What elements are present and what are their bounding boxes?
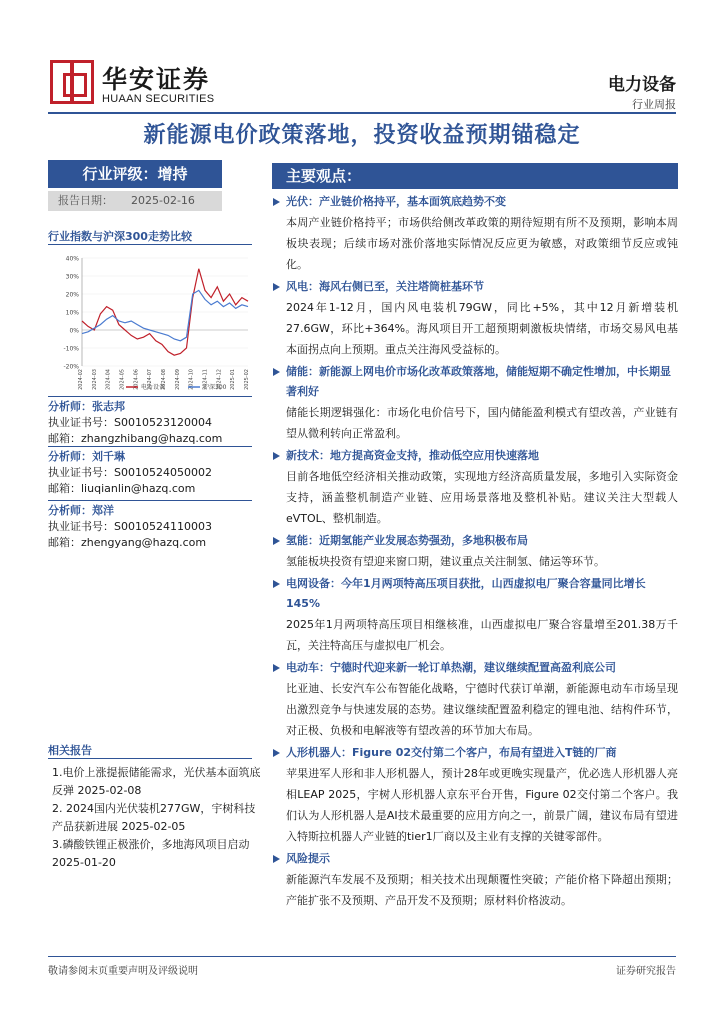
point-risk xyxy=(272,849,678,911)
chart-section-title: 行业指数与沪深300走势比较 xyxy=(48,230,192,243)
point-solar xyxy=(272,192,678,275)
analyst-email xyxy=(48,534,258,550)
related-reports-title: 相关报告 xyxy=(48,744,92,757)
analyst-name: 郑洋 xyxy=(92,504,114,517)
y-tick-label: -20% xyxy=(63,363,79,371)
x-tick-label: 2024-11 xyxy=(202,369,209,390)
cert-label: 执业证书号： xyxy=(48,466,114,479)
company-logo xyxy=(50,60,240,108)
analyst-name-row xyxy=(48,398,258,414)
y-tick-label: 0% xyxy=(69,327,79,335)
point-heading: 新技术：地方提高资金支持，推动低空应用快速落地 xyxy=(272,446,678,466)
email-address[interactable]: zhengyang@hazq.com xyxy=(81,536,207,549)
point-heading: 风电：海风右侧已至，关注塔筒桩基环节 xyxy=(272,277,678,297)
header-divider xyxy=(48,112,676,114)
analyst-divider xyxy=(48,446,252,447)
analyst-name: 刘千琳 xyxy=(92,450,125,463)
analyst-block-1 xyxy=(48,398,258,446)
footer-divider xyxy=(48,956,676,957)
analyst-block-3 xyxy=(48,502,258,550)
analyst-name: 张志邦 xyxy=(92,400,125,413)
main-points-list xyxy=(272,192,678,913)
point-storage xyxy=(272,362,678,444)
point-robot xyxy=(272,743,678,847)
cert-number: S0010523120004 xyxy=(114,416,212,429)
point-heading: 氢能：近期氢能产业发展态势强劲，多地积极布局 xyxy=(272,531,678,551)
legend-label: 电力设备 xyxy=(141,384,166,391)
related-report-item[interactable]: 2. 2024国内光伏装机277GW，宇树科技产品获新进展 2025-02-05 xyxy=(52,802,256,833)
x-tick-label: 2024-10 xyxy=(188,369,195,390)
email-address[interactable]: liuqianlin@hazq.com xyxy=(81,482,196,495)
point-body: 新能源汽车发展不及预期；相关技术出现颠覆性突破；产能价格下降超出预期；产能扩张不及预期、产品开发不及预期；原材料价格波动。 xyxy=(286,873,678,907)
x-tick-label: 2025-01 xyxy=(230,369,237,390)
index-comparison-chart xyxy=(56,252,254,392)
analyst-top-divider xyxy=(48,396,252,397)
x-tick-label: 2024-09 xyxy=(174,369,181,390)
point-body: 目前各地低空经济相关推动政策，实现地方经济高质量发展，多地引入实际资金支持，涵盖整机制造产业链、应用场景落地及整机补贴。建议关注大型载人eVTOL、整机制造。 xyxy=(286,470,678,525)
point-heading: 风险提示 xyxy=(272,849,678,869)
point-heading: 人形机器人：Figure 02交付第二个客户，布局有望进入T链的厂商 xyxy=(272,743,678,763)
x-tick-label: 2024-12 xyxy=(216,369,223,390)
x-tick-label: 2025-02 xyxy=(244,369,250,390)
analyst-block-2 xyxy=(48,448,258,496)
y-tick-label: 20% xyxy=(65,291,79,299)
analyst-divider xyxy=(48,500,252,501)
industry-name: 电力设备 xyxy=(608,75,676,95)
point-body: 苹果进军人形和非人形机器人，预计28年或更晚实现量产，优必选人形机器人亮相LEAP 2025，宇树人形机器人京东平台开售，Figure 02交付第二个客户。我们认为人形机器人是AI技术最重要的应用方向之一，前景广阔，建议布局有望进入特斯拉机器人产业链的tier1厂商以及主业有支撑的关键零部件。 xyxy=(286,767,678,843)
cert-label: 执业证书号： xyxy=(48,416,114,429)
legend-label: 沪深300 xyxy=(203,384,227,391)
analyst-label: 分析师： xyxy=(48,504,92,517)
logo-english-name: HUAAN SECURITIES xyxy=(102,93,215,105)
report-date xyxy=(48,191,222,211)
related-report-item[interactable]: 3.磷酸铁锂正极涨价，多地海风项目启动 2025-01-20 xyxy=(52,838,250,869)
point-ev xyxy=(272,658,678,741)
x-tick-label: 2024-08 xyxy=(161,369,167,390)
chart-section-divider xyxy=(48,244,252,245)
point-heading: 光伏：产业链价格持平，基本面筑底趋势不变 xyxy=(272,192,678,212)
logo-chinese-name: 华安证券 xyxy=(102,65,211,94)
x-tick-label: 2024-02 xyxy=(78,369,84,390)
point-body: 氢能板块投资有望迎来窗口期，建议重点关注制氢、储运等环节。 xyxy=(286,555,605,568)
report-date-label: 报告日期： xyxy=(58,194,113,207)
point-body: 本周产业链价格持平；市场供给侧改革政策的期待短期有所不及预期，影响本周板块表现；后续市场对涨价落地实际情况反应更为敏感，对政策细节反应或钝化。 xyxy=(286,216,678,271)
x-tick-label: 2024-04 xyxy=(105,369,112,390)
industry-rating: 行业评级：增持 xyxy=(48,160,222,188)
analyst-name-row xyxy=(48,502,258,518)
x-tick-label: 2024-06 xyxy=(133,369,140,390)
point-heading: 电动车：宁德时代迎来新一轮订单热潮，建议继续配置高盈利底公司 xyxy=(272,658,678,678)
point-new-tech xyxy=(272,446,678,529)
index-chart-svg xyxy=(56,252,254,392)
x-tick-label: 2024-03 xyxy=(91,369,98,390)
point-body: 比亚迪、长安汽车公布智能化战略，宁德时代获订单潮，新能源电动车市场呈现出激烈竞争与快速发展的态势。建议继续配置盈利稳定的锂电池、结构件环节，对正极、负极和电解液等有望改善的环节加大布局。 xyxy=(286,682,678,737)
y-tick-label: 10% xyxy=(65,309,79,317)
y-tick-label: -10% xyxy=(63,345,79,353)
analyst-cert xyxy=(48,414,258,430)
email-label: 邮箱： xyxy=(48,536,81,549)
point-heading: 储能：新能源上网电价市场化改革政策落地，储能短期不确定性增加，中长期显著利好 xyxy=(272,362,678,402)
email-address[interactable]: zhangzhibang@hazq.com xyxy=(81,432,223,445)
cert-number: S0010524050002 xyxy=(114,466,212,479)
point-hydrogen xyxy=(272,531,678,572)
point-body: 2025年1月两项特高压项目相继核准，山西虚拟电厂聚合容量增至201.38万千瓦，关注特高压与虚拟电厂机会。 xyxy=(286,618,678,652)
related-reports-list xyxy=(52,764,262,872)
point-grid xyxy=(272,574,678,656)
point-body: 2024年1-12月，国内风电装机79GW，同比+5%，其中12月新增装机27.6GW，环比+364%。海风项目开工超预期刺激板块情绪，市场交易风电基本面拐点向上预期。重点关注海风受益标的。 xyxy=(286,301,678,356)
analyst-label: 分析师： xyxy=(48,400,92,413)
email-label: 邮箱： xyxy=(48,432,81,445)
y-tick-label: 30% xyxy=(65,273,79,281)
analyst-cert xyxy=(48,464,258,480)
x-tick-label: 2024-05 xyxy=(119,369,126,390)
series-line-csi300 xyxy=(82,290,248,340)
point-body: 储能长期逻辑强化：市场化电价信号下，国内储能盈利模式有望改善，产业链有望从微利转向正常盈利。 xyxy=(286,406,678,440)
footer-disclaimer[interactable]: 敬请参阅末页重要声明及评级说明 xyxy=(48,966,198,977)
footer-report-label: 证券研究报告 xyxy=(616,966,676,977)
x-tick-label: 2024-07 xyxy=(147,369,154,390)
report-date-value: 2025-02-16 xyxy=(131,194,195,207)
analyst-name-row xyxy=(48,448,258,464)
report-title: 新能源电价政策落地，投资收益预期锚稳定 xyxy=(143,123,581,148)
point-heading: 电网设备：今年1月两项特高压项目获批，山西虚拟电厂聚合容量同比增长145% xyxy=(272,574,678,614)
analyst-label: 分析师： xyxy=(48,450,92,463)
related-report-item[interactable]: 1.电价上涨提振储能需求，光伏基本面筑底反弹 2025-02-08 xyxy=(52,766,261,797)
analyst-cert xyxy=(48,518,258,534)
point-wind xyxy=(272,277,678,360)
logo-mark-icon xyxy=(50,60,94,104)
email-label: 邮箱： xyxy=(48,482,81,495)
related-reports-divider xyxy=(48,758,252,759)
analyst-email xyxy=(48,430,258,446)
cert-label: 执业证书号： xyxy=(48,520,114,533)
cert-number: S0010524110003 xyxy=(114,520,212,533)
analyst-email xyxy=(48,480,258,496)
main-points-title: 主要观点： xyxy=(272,163,678,189)
report-type: 行业周报 xyxy=(632,98,676,111)
y-tick-label: 40% xyxy=(65,255,79,263)
